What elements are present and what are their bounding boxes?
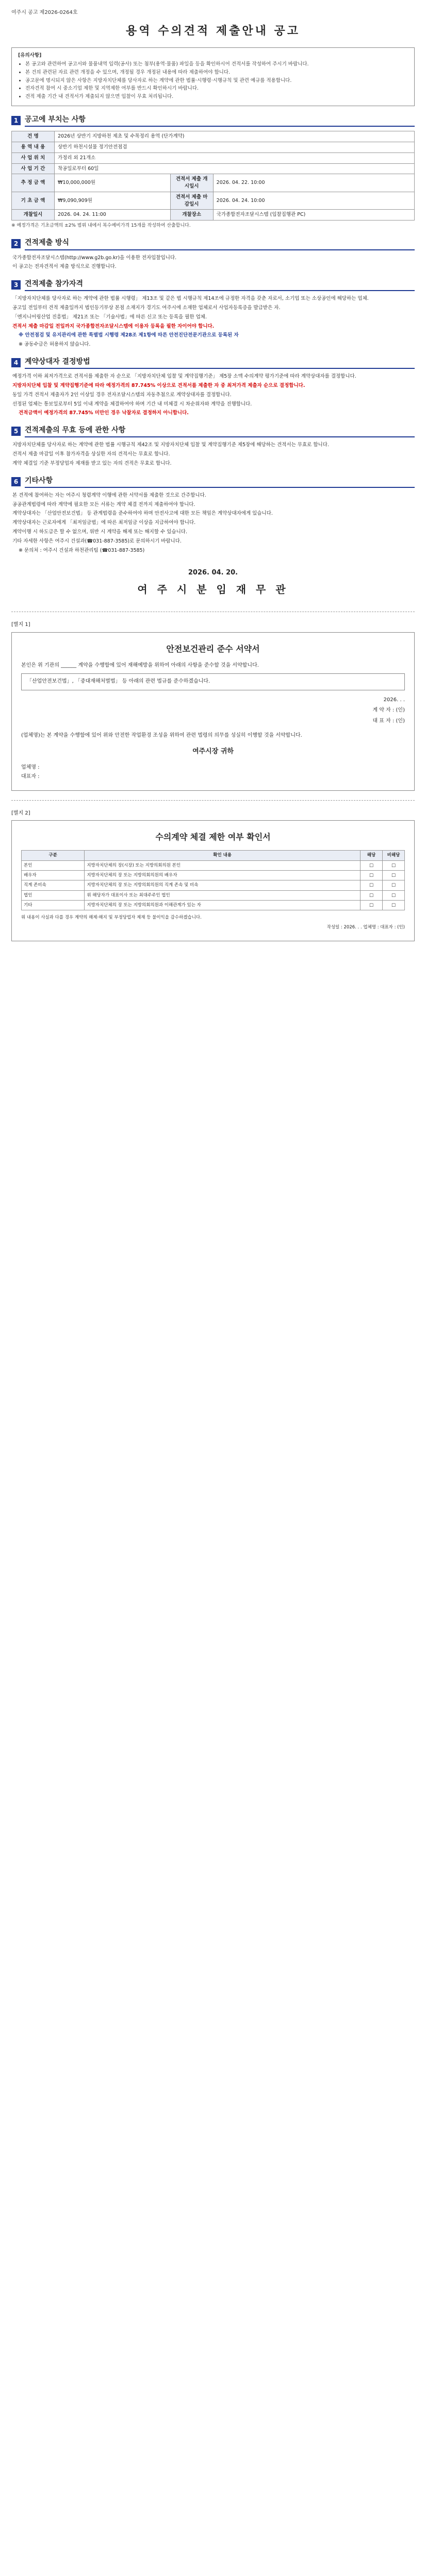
precaution-item: • 공고문에 명시되지 않은 사항은 지방자치단체를 당사자로 하는 계약에 관한 법률·시행령·시행규칙 및 관련 예규를 적용합니다. — [25, 77, 408, 84]
table-row — [22, 900, 405, 910]
form-1-label: [별지 1] — [11, 622, 30, 628]
form-footer: 위 내용이 사실과 다를 경우 계약의 해제·해지 및 부정당업자 제재 등 불이익을 감수하겠습니다. — [21, 915, 202, 921]
row-value: 2026년 상반기 지방하천 제초 및 수목정리 용역 (단가계약) — [55, 131, 415, 142]
tender-info-table — [11, 131, 415, 221]
row-label: 사 업 위 치 — [12, 152, 55, 163]
row-category: 배우자 — [22, 871, 85, 880]
section-title: 견적제출의 무효 등에 관한 사항 — [25, 425, 415, 437]
section-4-header — [11, 357, 415, 369]
other-text: 공공관계법령에 따라 계약에 필요한 모든 서류는 계약 체결 전까지 제출하여야 합니다. — [12, 501, 195, 507]
contract-restriction-form — [11, 820, 415, 941]
form-addressee: 여주시장 귀하 — [192, 747, 234, 755]
schedule-value: 2026. 04. 22. 10:00 — [213, 174, 414, 192]
check-box[interactable]: □ — [383, 860, 405, 870]
signature-line: 계 약 자 : (인) — [372, 707, 405, 714]
table-row — [12, 152, 415, 163]
row-value: 가정리 외 21개소 — [55, 152, 415, 163]
row-label: 건 명 — [12, 131, 55, 142]
check-box[interactable]: □ — [361, 900, 383, 910]
other-text: 본 견적에 참여하는 자는 여주시 청렴계약 이행에 관한 서약서를 제출한 것으로 간주합니다. — [12, 492, 206, 498]
table-header-row — [22, 851, 405, 860]
eligibility-subnote: ※ 공동수급은 허용하지 않습니다. — [19, 342, 91, 348]
section-number: 2 — [11, 239, 21, 248]
schedule-value: 국가종합전자조달시스템 (입찰집행관 PC) — [213, 210, 414, 221]
precautions-box — [11, 47, 415, 106]
table-row — [22, 860, 405, 870]
table-row — [12, 142, 415, 153]
precaution-item: • 전자견적 참여 시 중소기업 제한 및 지역제한 여부를 반드시 확인하시기 바랍니다. — [25, 85, 408, 92]
section-title: 견적제출 방식 — [25, 238, 415, 250]
section-title: 계약상대자 결정방법 — [25, 357, 415, 369]
schedule-value: 2026. 04. 24. 11:00 — [55, 210, 171, 221]
section-1-header — [11, 114, 415, 127]
column-header: 해당 — [361, 851, 383, 860]
row-label: 기 초 금 액 — [12, 192, 55, 210]
table-row — [22, 871, 405, 880]
invalidity-text: 계약 체결일 기준 부정당업자 제재를 받고 있는 자의 견적은 무효로 합니다. — [12, 460, 172, 466]
eligibility-text: 공고일 전일부터 견적 제출일까지 법인등기부상 본점 소재지가 경기도 여주시에 소재한 업체로서 사업자등록증을 발급받은 자. — [12, 305, 281, 311]
row-text: 지방자치단체의 장 또는 지방의회의원의 배우자 — [85, 871, 361, 880]
form-field: 업체명 : — [21, 764, 40, 770]
signature-line: 대 표 자 : (인) — [372, 718, 405, 724]
precaution-item: • 본 공고와 관련하여 공고서와 물품내역 입력(공사) 또는 첨부(용역·물품) 파일을 등을 확인하시어 견적서를 작성하여 주시기 바랍니다. — [25, 61, 408, 68]
invalidity-text: 지방자치단체를 당사자로 하는 계약에 관한 법률 시행규칙 제42조 및 지방자치단체 입찰 및 계약집행기준 제5장에 해당하는 견적서는 무효로 합니다. — [12, 442, 329, 448]
estimate-note: ※ 예정가격은 기초금액의 ±2% 범위 내에서 복수예비가격 15개를 작성하여 산출합니다. — [11, 223, 191, 229]
row-value: 상반기 하천시설물 정기안전점검 — [55, 142, 415, 153]
check-box[interactable]: □ — [383, 880, 405, 890]
eligibility-text: 「엔지니어링산업 진흥법」 제21조 또는 「기술사법」에 따른 신고 또는 등록을 필한 업체. — [12, 314, 207, 320]
column-header: 확인 내용 — [85, 851, 361, 860]
section-number: 4 — [11, 358, 21, 367]
issuing-organization: 여 주 시 분 임 재 무 관 — [137, 583, 289, 596]
schedule-value: 2026. 04. 24. 10:00 — [213, 192, 414, 210]
row-text: 지방자치단체의 장 또는 지방의회의원의 직계 존속 및 비속 — [85, 880, 361, 890]
row-category: 본인 — [22, 860, 85, 870]
row-label: 사 업 기 간 — [12, 163, 55, 174]
form-date: 2026. . . — [383, 697, 405, 703]
table-row — [22, 890, 405, 900]
row-value: ₩10,000,000원 — [55, 174, 171, 192]
page-title: 용역 수의견적 제출안내 공고 — [125, 24, 300, 38]
safety-pledge-form — [11, 632, 415, 791]
column-header: 비해당 — [383, 851, 405, 860]
check-box[interactable]: □ — [361, 871, 383, 880]
form-field: 대표자 : — [21, 774, 40, 780]
pledge-box: 「산업안전보건법」, 「중대재해처벌법」 등 아래의 관련 법규를 준수하겠습니다. — [21, 673, 405, 690]
row-category: 법인 — [22, 890, 85, 900]
table-row — [12, 163, 415, 174]
precaution-item: • 견적 제출 기간 내 견적서가 제출되지 않으면 입찰이 무효 처리됩니다. — [25, 93, 408, 100]
selection-method-text: 동일 가격 견적서 제출자가 2인 이상일 경우 전자조달시스템의 자동추첨으로 계약상대자를 결정합니다. — [12, 392, 232, 398]
form-2-label: [별지 2] — [11, 810, 30, 816]
section-2-header — [11, 238, 415, 250]
submission-method-text: 이 공고는 전자견적서 제출 방식으로 진행합니다. — [12, 264, 117, 270]
column-header: 구분 — [22, 851, 85, 860]
eligibility-text: 견적서 제출 마감일 전일까지 국가종합전자조달시스템에 이용자 등록을 필한 자이어야 합니다. — [12, 323, 215, 329]
schedule-label: 개찰장소 — [170, 210, 213, 221]
section-number: 5 — [11, 427, 21, 436]
signature-line: 작성일 : 2026. . . 업체명 : 대표자 : (인) — [326, 924, 405, 930]
other-text: 계약이행 시 하도급은 할 수 없으며, 위반 시 계약을 해제 또는 해지할 수 있습니다. — [12, 529, 187, 535]
form-title: 수의계약 체결 제한 여부 확인서 — [155, 832, 271, 842]
notice-date: 2026. 04. 20. — [188, 569, 238, 577]
eligibility-text: 「지방자치단체를 당사자로 하는 계약에 관한 법률 시행령」 제13조 및 같은 법 시행규칙 제14조에 규정한 자격을 갖춘 자로서, 소기업 또는 소상공인에 해당하는 업체. — [12, 296, 369, 302]
schedule-label: 견적서 제출 마감일시 — [170, 192, 213, 210]
other-text: 기타 자세한 사항은 여주시 건설과(☎031-887-3585)로 문의하시기 바랍니다. — [12, 538, 182, 544]
eligibility-subnote: ※ 안전점검 및 유지관리에 관한 특별법 시행령 제28조 제1항에 따른 안전진단전문기관으로 등록된 자 — [19, 332, 239, 338]
form-body: (업체명)는 본 계약을 수행함에 있어 위와 안전한 작업환경 조성을 위하여 관련 법령의 의무를 성실히 이행할 것을 서약합니다. — [21, 733, 302, 739]
submission-method-text: 국가종합전자조달시스템(http://www.g2b.go.kr)을 이용한 전자입찰입니다. — [12, 255, 177, 261]
divider — [11, 800, 415, 801]
row-value: ₩9,090,909원 — [55, 192, 171, 210]
table-row — [12, 174, 415, 192]
precaution-item: • 본 건의 관련된 자료 관련 개정을 수 있으며, 개정될 경우 개정된 내용에 따라 제출하여야 합니다. — [25, 69, 408, 76]
table-row — [12, 192, 415, 210]
precautions-list — [18, 61, 408, 100]
schedule-label: 개찰일시 — [12, 210, 55, 221]
row-label: 추 정 금 액 — [12, 174, 55, 192]
section-title: 견적제출 참가자격 — [25, 279, 415, 291]
row-text: 지방자치단체의 장 또는 지방의회의원과 이해관계가 있는 자 — [85, 900, 361, 910]
schedule-label: 견적서 제출 개시일시 — [170, 174, 213, 192]
section-6-header — [11, 476, 415, 488]
check-box[interactable]: □ — [383, 890, 405, 900]
check-box[interactable]: □ — [383, 900, 405, 910]
contact-info: ※ 문의처 : 여주시 건설과 하천관리팀 (☎031-887-3585) — [19, 547, 145, 553]
section-number: 3 — [11, 280, 21, 290]
row-text: 위 해당자가 대표이사 또는 최대주주인 법인 — [85, 890, 361, 900]
row-label: 용 역 내 용 — [12, 142, 55, 153]
check-box[interactable]: □ — [361, 890, 383, 900]
section-title: 공고에 부치는 사항 — [25, 114, 415, 127]
check-box[interactable]: □ — [361, 880, 383, 890]
table-row — [12, 131, 415, 142]
document-number: 여주시 공고 제2026-0264호 — [11, 10, 78, 15]
section-title: 기타사항 — [25, 476, 415, 488]
table-row — [22, 880, 405, 890]
row-value: 착공일로부터 60일 — [55, 163, 415, 174]
table-row — [12, 210, 415, 221]
check-box[interactable]: □ — [361, 860, 383, 870]
section-number: 1 — [11, 116, 21, 125]
selection-method-text: 예정가격 이하 최저가격으로 견적서를 제출한 자 순으로 「지방자치단체 입찰 및 계약집행기준」 제5장 소액 수의계약 평가기준에 따라 계약상대자를 결정합니다. — [12, 374, 356, 380]
other-text: 계약상대자는 근로자에게 「최저임금법」에 따른 최저임금 이상을 지급하여야 합니다. — [12, 520, 196, 526]
other-text: 계약상대자는 「산업안전보건법」 등 관계법령을 준수하여야 하며 안전사고에 대한 모든 책임은 계약상대자에게 있습니다. — [12, 511, 273, 517]
section-number: 6 — [11, 477, 21, 486]
form-title: 안전보건관리 준수 서약서 — [166, 643, 260, 654]
selection-warning: 견적금액이 예정가격의 87.745% 미만인 경우 낙찰자로 결정하지 아니합니다. — [19, 410, 189, 416]
row-category: 기타 — [22, 900, 85, 910]
section-5-header — [11, 425, 415, 437]
check-box[interactable]: □ — [383, 871, 405, 880]
invalidity-text: 견적서 제출 마감일 이후 참가자격을 상실한 자의 견적서는 무효로 합니다. — [12, 451, 170, 457]
selection-method-text: 선정된 업체는 통보일로부터 5일 이내 계약을 체결하여야 하며 기간 내 미체결 시 차순위자와 계약을 진행합니다. — [12, 401, 252, 407]
restriction-check-table — [21, 850, 405, 910]
notice-page — [0, 0, 426, 961]
precautions-heading: [유의사항] — [18, 53, 42, 59]
section-3-header — [11, 279, 415, 291]
row-text: 지방자치단체의 장(시장) 또는 지방의회의원 본인 — [85, 860, 361, 870]
selection-method-text: 지방자치단체 입찰 및 계약집행기준에 따라 예정가격의 87.745% 이상으로 견적서를 제출한 자 중 최저가격 제출자 순으로 결정합니다. — [12, 383, 305, 388]
row-category: 직계 존비속 — [22, 880, 85, 890]
form-intro: 본인은 위 기관의 ______ 계약을 수행함에 있어 재해예방을 위하여 아래의 사항을 준수할 것을 서약합니다. — [21, 662, 259, 668]
